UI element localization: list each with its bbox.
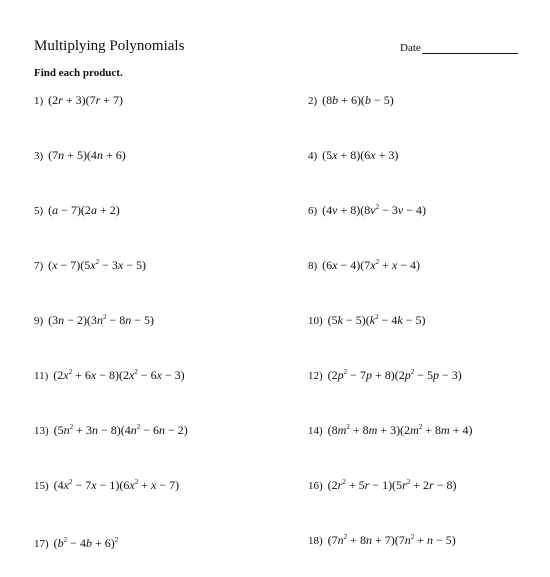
problem-3 [34,148,126,163]
problem-expression: (2r + 3)(7r + 7) [48,93,124,107]
problem-expression: $(4v + 8)(8v^2 - 3v - 4)$ [322,203,426,217]
problem-number: 1) [34,95,44,107]
problem-15 [34,478,179,493]
instructions: Find each product. [34,67,123,79]
problem-4 [308,148,398,163]
problem-expression: (a − 7)(2a + 2) [48,203,120,217]
problem-number: 12) [308,370,323,382]
problem-number: 6) [308,205,318,217]
problem-2 [308,93,394,108]
problem-expression: $(3n - 2)(3n^2 - 8n - 5)$ [48,313,154,327]
problem-1 [34,93,123,108]
problem-10 [308,313,425,328]
problem-number: 17) [34,538,49,550]
problem-13 [34,423,188,438]
problem-expression: $(5n^2 + 3n - 8)(4n^2 - 6n - 2)$ [53,423,188,437]
problem-expression: $(2r^2 + 5r - 1)(5r^2 + 2r - 8)$ [327,478,457,492]
problem-expression: $(2x^2 + 6x - 8)(2x^2 - 6x - 3)$ [53,368,185,382]
problem-number: 14) [308,425,323,437]
problem-expression: $(b^2 - 4b + 6)^2$ [53,536,119,550]
problem-expression: (8b + 6)(b − 5) [322,93,394,107]
problem-14 [308,423,472,438]
problem-12 [308,368,462,383]
problem-number: 4) [308,150,318,162]
problem-expression: $(x - 7)(5x^2 - 3x - 5)$ [48,258,146,272]
problem-number: 16) [308,480,323,492]
problem-16 [308,478,456,493]
problem-expression: (7n + 5)(4n + 6) [48,148,126,162]
problem-6 [308,203,426,218]
problem-expression: $(2p^2 - 7p + 8)(2p^2 - 5p - 3)$ [327,368,462,382]
problem-7 [34,258,146,273]
problem-expression: $(8m^2 + 8m + 3)(2m^2 + 8m + 4)$ [327,423,473,437]
date-blank-line [422,42,518,54]
problem-number: 8) [308,260,318,272]
page-title: Multiplying Polynomials [34,38,185,54]
problem-number: 3) [34,150,44,162]
problem-18 [308,533,456,548]
problem-8 [308,258,420,273]
problem-expression: $(7n^2 + 8n + 7)(7n^2 + n - 5)$ [327,533,456,547]
problem-number: 7) [34,260,44,272]
problem-expression: $(6x - 4)(7x^2 + x - 4)$ [322,258,420,272]
problem-9 [34,313,154,328]
date-label: Date [400,42,421,54]
problem-expression: $(4x^2 - 7x - 1)(6x^2 + x - 7)$ [53,478,180,492]
problem-17 [34,536,118,551]
date-field [400,42,518,54]
problem-expression: $(5k - 5)(k^2 - 4k - 5)$ [327,313,426,327]
problem-number: 13) [34,425,49,437]
problem-number: 9) [34,315,44,327]
problem-number: 18) [308,535,323,547]
problem-11 [34,368,185,383]
problem-number: 5) [34,205,44,217]
problem-expression: (5x + 8)(6x + 3) [322,148,399,162]
problem-number: 2) [308,95,318,107]
problem-number: 10) [308,315,323,327]
problem-number: 11) [34,370,49,382]
problem-5 [34,203,120,218]
problem-number: 15) [34,480,49,492]
